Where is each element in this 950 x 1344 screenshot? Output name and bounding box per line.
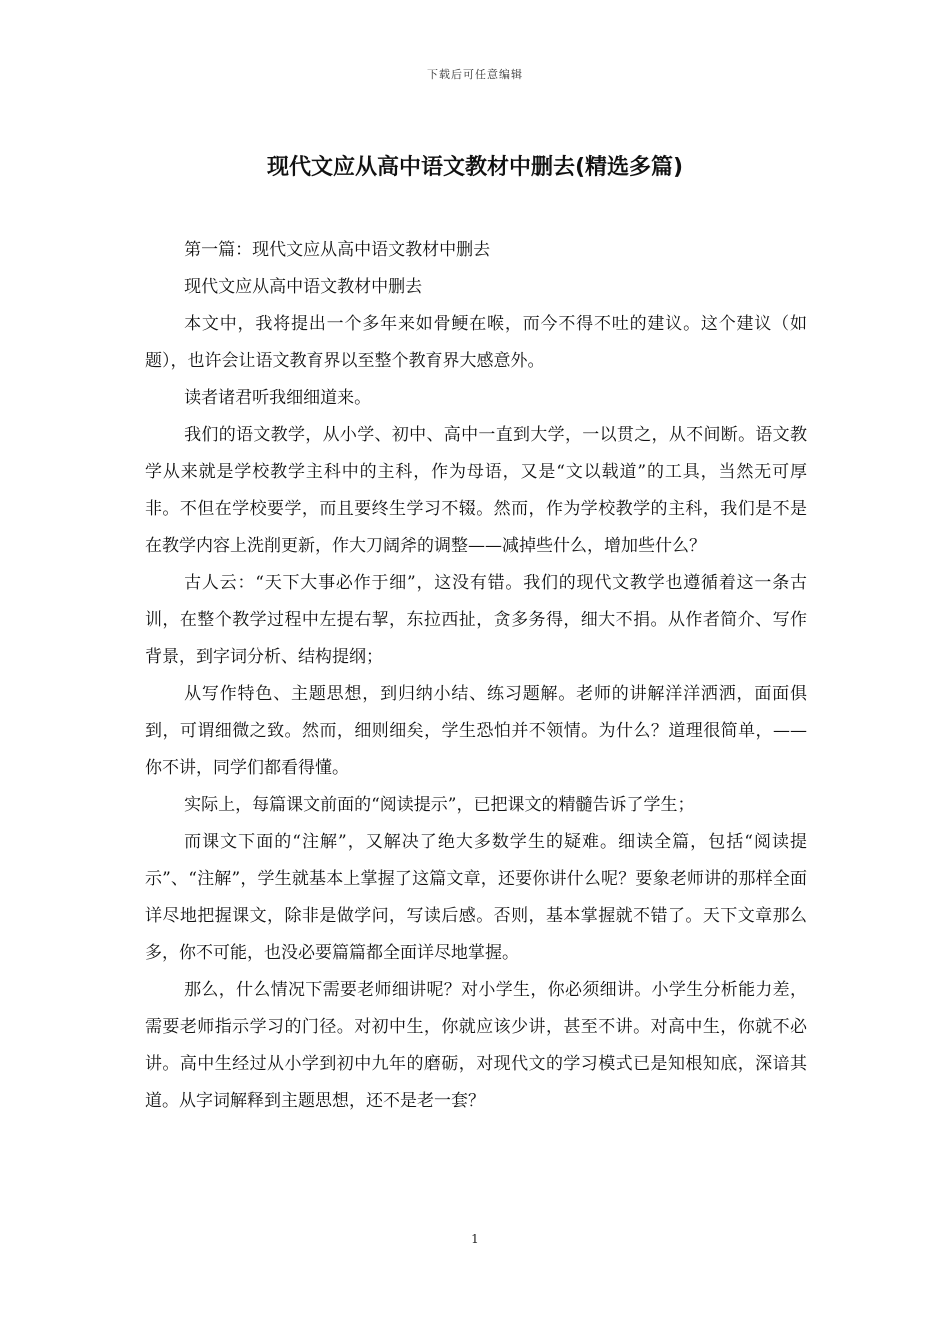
- paragraph: 古人云：“天下大事必作于细”，这没有错。我们的现代文教学也遵循着这一条古训，在整个教学过程中左提右挈，东拉西扯，贪多务得，细大不捐。从作者简介、写作背景，到字词分析、结构提纲；: [145, 573, 807, 667]
- paragraph: 从写作特色、主题思想，到归纳小结、练习题解。老师的讲解洋洋洒洒，面面俱到，可谓细微之致。然而，细则细矣，学生恐怕并不领情。为什么？道理很简单，——你不讲，同学们都看得懂。: [145, 684, 807, 778]
- paragraph: 那么，什么情况下需要老师细讲呢？对小学生，你必须细讲。小学生分析能力差，需要老师指示学习的门径。对初中生，你就应该少讲，甚至不讲。对高中生，你就不必讲。高中生经过从小学到初中九年的磨砺，对现代文的学习模式已是知根知底，深谙其道。从字词解释到主题思想，还不是老一套？: [145, 980, 807, 1111]
- paragraph: 读者诸君听我细细道来。: [184, 388, 372, 408]
- document-title: 现代文应从高中语文教材中删去(精选多篇): [266, 155, 684, 180]
- page-number: 1: [471, 1232, 479, 1246]
- paragraph: 我们的语文教学，从小学、初中、高中一直到大学，一以贯之，从不间断。语文教学从来就是学校教学主科中的主科，作为母语，又是“文以载道”的工具，当然无可厚非。不但在学校要学，而且要终生学习不辍。然而，作为学校教学的主科，我们是不是在教学内容上洗削更新，作大刀阔斧的调整——减掉些什么，增加些什么？: [145, 425, 807, 556]
- paragraph: 第一篇：现代文应从高中语文教材中删去: [184, 240, 491, 260]
- page-header: 下载后可任意编辑: [427, 68, 523, 81]
- paragraph: 现代文应从高中语文教材中删去: [184, 277, 423, 297]
- document-body: [145, 232, 807, 1120]
- paragraph: 实际上，每篇课文前面的“阅读提示”，已把课文的精髓告诉了学生；: [184, 795, 695, 815]
- paragraph: 而课文下面的“注解”，又解决了绝大多数学生的疑难。细读全篇，包括“阅读提示”、“注解”，学生就基本上掌握了这篇文章，还要你讲什么呢？要象老师讲的那样全面详尽地把握课文，除非是做学问，写读后感。否则，基本掌握就不错了。天下文章那么多，你不可能，也没必要篇篇都全面详尽地掌握。: [145, 832, 807, 963]
- paragraph: 本文中，我将提出一个多年来如骨鲠在喉，而今不得不吐的建议。这个建议（如题），也许会让语文教育界以至整个教育界大感意外。: [145, 314, 807, 371]
